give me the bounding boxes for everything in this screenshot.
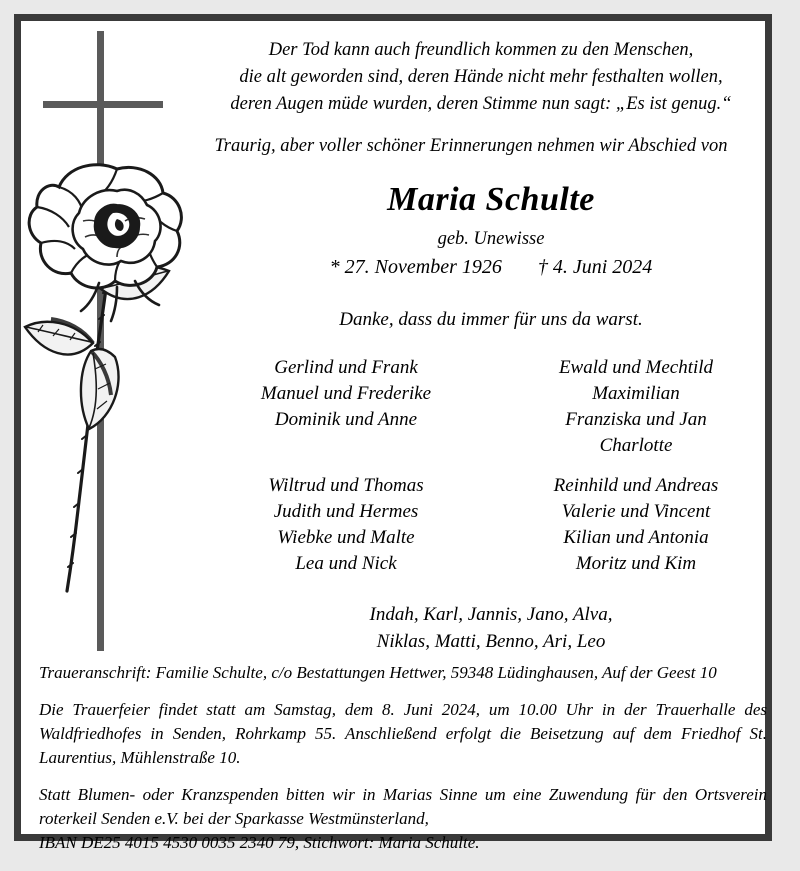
life-dates — [201, 256, 781, 279]
family-column-left — [201, 473, 491, 577]
family-names-block-2 — [201, 473, 781, 577]
death-date: † 4. Juni 2024 — [537, 256, 653, 278]
family-name: Wiltrud und Thomas — [268, 475, 424, 496]
poem-line: deren Augen müde wurden, deren Stimme nun sagt: „Es ist genug.“ — [230, 94, 732, 114]
family-name: Wiebke und Malte — [277, 527, 415, 548]
farewell-line: Traurig, aber voller schöner Erinnerungen nehmen wir Abschied von — [214, 136, 728, 156]
family-name: Judith und Hermes — [273, 501, 419, 522]
family-name: Charlotte — [599, 435, 673, 456]
notice-content — [21, 21, 767, 852]
family-column-left — [201, 355, 491, 459]
family-name: Gerlind und Frank — [274, 357, 418, 378]
family-name: Maximilian — [592, 383, 680, 404]
family-column-right — [491, 473, 781, 577]
family-name: Kilian und Antonia — [563, 527, 709, 548]
maiden-name: geb. Unewisse — [437, 229, 545, 249]
family-name: Dominik und Anne — [274, 409, 418, 430]
grandchildren-block — [201, 601, 781, 655]
thanks-line: Danke, dass du immer für uns da warst. — [339, 309, 643, 330]
obituary-notice — [14, 14, 772, 852]
deceased-name: Maria Schulte — [387, 181, 595, 218]
birth-date: * 27. November 1926 — [329, 256, 502, 278]
donation-text: Statt Blumen- oder Kranzspenden bitten wir in Marias Sinne um eine Zuwendung für den Ortsverein roterkeil Senden e.V. bei der Sparkasse Westmünsterland, — [39, 785, 767, 828]
family-name: Moritz und Kim — [575, 553, 697, 574]
family-name: Franziska und Jan — [565, 409, 707, 430]
donation-iban: IBAN DE25 4015 4530 0035 2340 79, Stichwort: Maria Schulte. — [39, 833, 480, 852]
poem-line: Der Tod kann auch freundlich kommen zu den Menschen, — [268, 40, 694, 60]
notice-footer — [39, 661, 767, 855]
family-name: Valerie und Vincent — [561, 501, 711, 522]
family-names-block-1 — [201, 355, 781, 459]
family-name: Reinhild und Andreas — [553, 475, 719, 496]
poem-block — [181, 37, 781, 118]
family-name: Lea und Nick — [295, 553, 397, 574]
grandchildren-line: Niklas, Matti, Benno, Ari, Leo — [376, 631, 606, 652]
family-name: Manuel und Frederike — [260, 383, 432, 404]
donation-request — [39, 783, 767, 855]
mourning-address: Traueranschrift: Familie Schulte, c/o Bestattungen Hettwer, 59348 Lüdinghausen, Auf der Geest 10 — [39, 663, 717, 682]
poem-line: die alt geworden sind, deren Hände nicht mehr festhalten wollen, — [239, 67, 723, 87]
ceremony-details: Die Trauerfeier findet statt am Samstag, dem 8. Juni 2024, um 10.00 Uhr in der Trauerhalle des Waldfriedhofes in Senden, Rohrkamp 55. Anschließend erfolgt die Beisetzung auf dem Friedhof St. Laurentius, Mühlenstraße 10. — [39, 700, 767, 767]
grandchildren-line: Indah, Karl, Jannis, Jano, Alva, — [369, 604, 613, 625]
family-column-right — [491, 355, 781, 459]
family-name: Ewald und Mechtild — [558, 357, 714, 378]
